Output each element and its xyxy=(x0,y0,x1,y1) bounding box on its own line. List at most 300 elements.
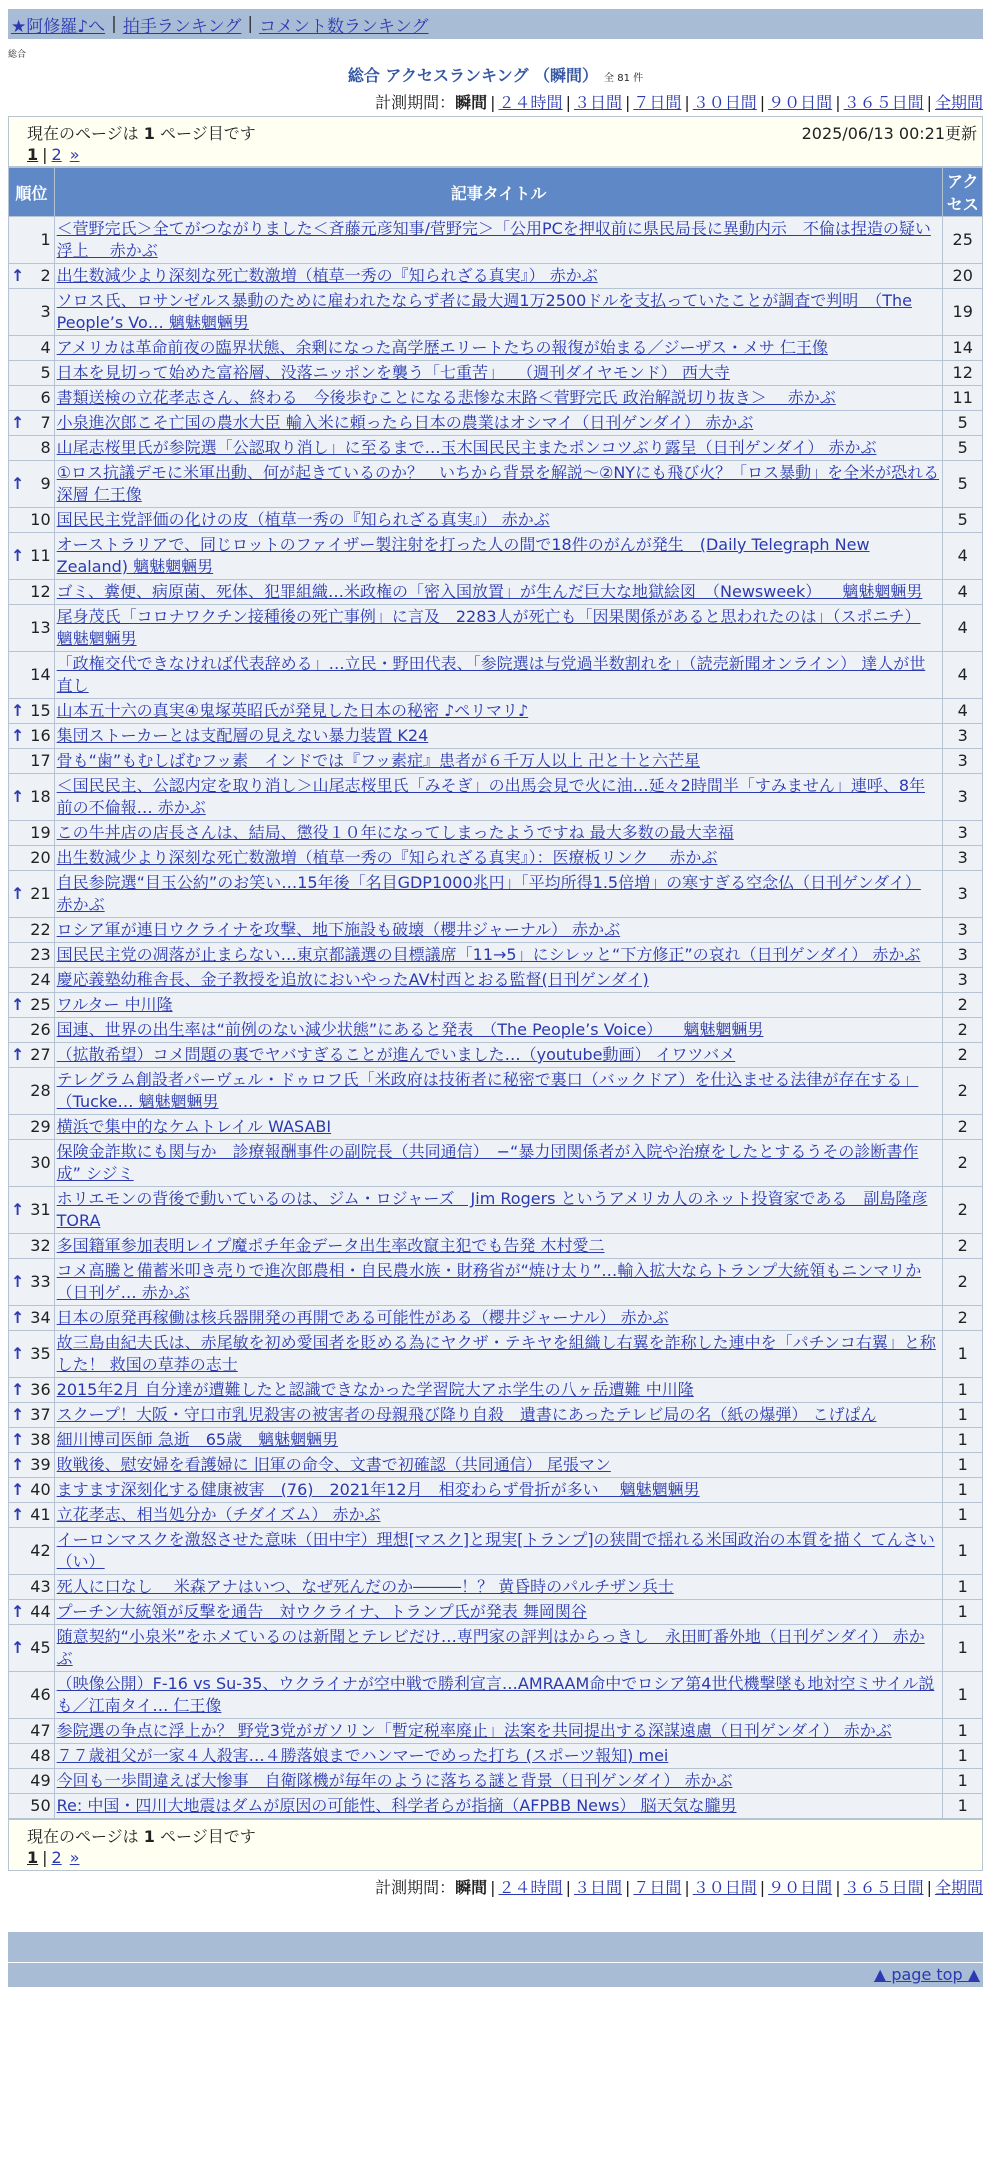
rank-number: 7 xyxy=(40,413,51,432)
rank-number: 11 xyxy=(30,546,51,565)
table-row xyxy=(9,386,982,410)
table-row xyxy=(9,821,982,845)
access-count: 5 xyxy=(943,436,982,460)
access-count: 3 xyxy=(943,943,982,967)
rank-cell xyxy=(9,993,54,1017)
access-count: 2 xyxy=(943,1115,982,1139)
access-count: 5 xyxy=(943,411,982,435)
rank-cell xyxy=(9,1528,54,1574)
access-count: 1 xyxy=(943,1769,982,1793)
access-count: 4 xyxy=(943,652,982,698)
article-link[interactable]: 日本を見切って始めた富裕層、没落ニッポンを襲う「七重苦」 （週刊ダイヤモンド） 西大寺 xyxy=(56,363,730,382)
pager-next[interactable]: » xyxy=(69,145,80,164)
period-link[interactable]: 全期間 xyxy=(934,93,983,112)
rank-number: 9 xyxy=(40,474,51,493)
pager-top xyxy=(27,145,80,164)
article-link[interactable]: 死人に口なし 米森アナはいつ、なぜ死んだのか―――！？ 黄昏時のパルチザン兵士 xyxy=(56,1577,674,1596)
article-link[interactable]: 敗戦後、慰安婦を看護婦に 旧軍の命令、文書で初確認（共同通信） 尾張マン xyxy=(56,1455,611,1474)
comment-ranking-link[interactable]: コメント数ランキング xyxy=(259,16,429,37)
table-row xyxy=(9,605,982,651)
current-page-text: 現在のページは 1 ページ目です xyxy=(27,124,256,143)
article-link[interactable]: ワルター 中川隆 xyxy=(56,995,173,1014)
article-link[interactable]: （拡散希望）コメ問題の裏でヤバすぎることが進んでいました…（youtube動画） イワツバメ xyxy=(56,1045,736,1064)
article-link[interactable]: 2015年2月 自分達が遭難したと認識できなかった学習院大アホ学生の八ヶ岳遭難 中川隆 xyxy=(56,1380,694,1399)
period-link[interactable]: ３日間 xyxy=(573,1878,622,1897)
up-arrow-icon: ↑ xyxy=(11,1405,25,1424)
article-link[interactable]: 国民民主党の凋落が止まらない…東京都議選の目標議席「11→5」にシレッと“下方修正”の哀れ（日刊ゲンダイ） 赤かぶ xyxy=(56,945,921,964)
access-count: 20 xyxy=(943,264,982,288)
title-cell xyxy=(55,1306,943,1330)
up-arrow-icon: ↑ xyxy=(11,266,25,285)
rank-number: 19 xyxy=(30,823,51,842)
rank-cell xyxy=(9,1331,54,1377)
rank-number: 36 xyxy=(30,1380,51,1399)
rank-cell xyxy=(9,1403,54,1427)
pager-page-1[interactable]: 1 xyxy=(27,145,39,164)
access-count: 3 xyxy=(943,774,982,820)
title-cell xyxy=(55,821,943,845)
rank-cell xyxy=(9,871,54,917)
table-row xyxy=(9,1503,982,1527)
period-current: 瞬間 xyxy=(455,93,488,112)
header-access: アクセス xyxy=(943,168,982,216)
table-row xyxy=(9,361,982,385)
period-separator: | xyxy=(759,93,766,112)
title-cell xyxy=(55,1794,943,1818)
access-count: 4 xyxy=(943,605,982,651)
rank-number: 14 xyxy=(30,665,51,684)
page-top-link[interactable]: ▲ page top ▲ xyxy=(873,1965,980,1984)
article-link[interactable]: ①ロス抗議デモに米軍出動、何が起きているのか？ いちから背景を解説〜②NYにも飛び火？「ロス暴動」を全米が恐れる深層 仁王像 xyxy=(56,463,940,504)
article-link[interactable]: コメ高騰と備蓄米叩き売りで進次郎農相・自民農水族・財務省が“焼け太り”…輸入拡大ならトランプ大統領もニンマリか（日刊ゲ… 赤かぶ xyxy=(56,1261,922,1302)
rank-cell xyxy=(9,508,54,532)
title-cell xyxy=(55,361,943,385)
table-row xyxy=(9,1528,982,1574)
article-link[interactable]: 細川博司医師 急逝 65歳 魑魅魍魎男 xyxy=(56,1430,339,1449)
article-link[interactable]: ＜国民民主、公認内定を取り消し＞山尾志桜里氏「みそぎ」の出馬会見で火に油…延々2時間半「すみません」連呼、8年前の不倫報… 赤かぶ xyxy=(56,776,926,817)
up-arrow-icon: ↑ xyxy=(11,1455,25,1474)
rank-cell xyxy=(9,436,54,460)
period-separator: | xyxy=(684,1878,690,1897)
title-cell xyxy=(55,1769,943,1793)
title-cell xyxy=(55,1140,943,1186)
table-row xyxy=(9,1068,982,1114)
rank-number: 10 xyxy=(30,510,51,529)
access-count: 3 xyxy=(943,968,982,992)
title-cell xyxy=(55,1428,943,1452)
page-title: 総合 アクセスランキング （瞬間） xyxy=(347,66,599,85)
access-count: 5 xyxy=(943,508,982,532)
rank-cell xyxy=(9,411,54,435)
article-link[interactable]: 日本の原発再稼働は核兵器開発の再開である可能性がある（櫻井ジャーナル） 赤かぶ xyxy=(56,1308,669,1327)
access-count: 2 xyxy=(943,1259,982,1305)
nav-separator: | xyxy=(247,14,254,34)
title-cell xyxy=(55,1378,943,1402)
table-row xyxy=(9,336,982,360)
table-row xyxy=(9,918,982,942)
title-cell xyxy=(55,774,943,820)
article-link[interactable]: スクープ！大阪・守口市乳児殺害の被害者の母親飛び降り自殺 遺書にあったテレビ局の名（紙の爆弾） こげぱん xyxy=(56,1405,877,1424)
up-arrow-icon: ↑ xyxy=(11,1344,25,1363)
rank-cell xyxy=(9,1068,54,1114)
rank-cell xyxy=(9,1600,54,1624)
access-count: 25 xyxy=(943,217,982,263)
article-link[interactable]: 慶応義塾幼稚舎長、金子教授を追放においやったAV村西とおる監督(日刊ゲンダイ) xyxy=(56,970,649,989)
pager-page-2[interactable]: 2 xyxy=(51,1848,62,1867)
rank-cell xyxy=(9,1187,54,1233)
access-count: 1 xyxy=(943,1744,982,1768)
table-row xyxy=(9,461,982,507)
rank-cell xyxy=(9,1259,54,1305)
ranking-table xyxy=(8,167,983,1819)
table-row xyxy=(9,1672,982,1718)
rank-number: 6 xyxy=(40,388,51,407)
title-cell xyxy=(55,264,943,288)
home-link[interactable]: ★阿修羅♪へ xyxy=(11,16,106,37)
rank-number: 21 xyxy=(30,884,51,903)
table-row xyxy=(9,1018,982,1042)
rank-cell xyxy=(9,264,54,288)
article-link[interactable]: （映像公開）F-16 vs Su-35、ウクライナが空中戦で勝利宣言…AMRAAM命中でロシア第4世代機撃墜も地対空ミサイル説も／江南タイ… 仁王像 xyxy=(56,1674,935,1715)
access-count: 2 xyxy=(943,993,982,1017)
rank-cell xyxy=(9,918,54,942)
article-link[interactable]: ますます深刻化する健康被害 (76) 2021年12月 相変わらず骨折が多い 魑魅魍魎男 xyxy=(56,1480,700,1499)
period-separator: | xyxy=(624,93,631,112)
table-row xyxy=(9,1187,982,1233)
page-top-bar xyxy=(8,1963,983,1987)
table-row xyxy=(9,1600,982,1624)
rank-cell xyxy=(9,652,54,698)
table-row xyxy=(9,533,982,579)
article-link[interactable]: 今回も一歩間違えば大惨事 自衛隊機が毎年のように落ちる謎と背景（日刊ゲンダイ） 赤かぶ xyxy=(56,1771,733,1790)
table-row xyxy=(9,749,982,773)
rank-cell xyxy=(9,217,54,263)
period-link[interactable]: ３６５日間 xyxy=(843,1878,924,1897)
title-cell xyxy=(55,1259,943,1305)
rank-number: 46 xyxy=(30,1685,51,1704)
access-count: 14 xyxy=(943,336,982,360)
pager-separator: | xyxy=(42,1848,48,1867)
rank-number: 39 xyxy=(30,1455,51,1474)
rank-cell xyxy=(9,1043,54,1067)
rank-number: 41 xyxy=(30,1505,51,1524)
table-row xyxy=(9,846,982,870)
table-row xyxy=(9,871,982,917)
period-link[interactable]: ９０日間 xyxy=(768,1878,833,1897)
up-arrow-icon: ↑ xyxy=(11,995,25,1014)
rank-cell xyxy=(9,1478,54,1502)
rank-cell xyxy=(9,968,54,992)
article-link[interactable]: 集団ストーカーとは支配層の見えない暴力装置 K24 xyxy=(56,726,429,745)
rank-cell xyxy=(9,1672,54,1718)
period-separator: | xyxy=(490,93,496,112)
article-link[interactable]: ７７歳祖父が一家４人殺害…４勝落娘までハンマーでめった打ち (スポーツ報知) mei xyxy=(56,1746,669,1765)
access-count: 2 xyxy=(943,1018,982,1042)
title-cell xyxy=(55,1234,943,1258)
access-count: 1 xyxy=(943,1719,982,1743)
rank-cell xyxy=(9,1306,54,1330)
header-rank: 順位 xyxy=(9,168,54,216)
access-count: 2 xyxy=(943,1043,982,1067)
up-arrow-icon: ↑ xyxy=(11,1045,25,1064)
rank-number: 28 xyxy=(30,1081,51,1100)
header-title: 記事タイトル xyxy=(55,168,943,216)
title-cell xyxy=(55,1068,943,1114)
rank-cell xyxy=(9,1794,54,1818)
table-row xyxy=(9,1378,982,1402)
rank-number: 24 xyxy=(30,970,51,989)
pager-bottom xyxy=(27,1848,80,1867)
title-cell xyxy=(55,1528,943,1574)
period-separator: | xyxy=(759,1878,766,1897)
article-link[interactable]: ホリエモンの背後で動いているのは、ジム・ロジャーズ Jim Rogers というアメリカ人のネット投資家である 副島隆彦 TORA xyxy=(56,1189,928,1230)
title-cell xyxy=(55,605,943,651)
access-count: 5 xyxy=(943,461,982,507)
rank-number: 23 xyxy=(30,945,51,964)
period-link[interactable]: ２４時間 xyxy=(498,93,563,112)
rank-number: 33 xyxy=(30,1272,51,1291)
article-link[interactable]: 山本五十六の真実④鬼塚英昭氏が発見した日本の秘密 ♪ペリマリ♪ xyxy=(56,701,529,720)
rank-cell xyxy=(9,361,54,385)
up-arrow-icon: ↑ xyxy=(11,1505,25,1524)
period-link[interactable]: ３６５日間 xyxy=(843,93,924,112)
article-link[interactable]: 故三島由紀夫氏は、赤尾敏を初め愛国者を貶める為にヤクザ・テキヤを組織し右翼を詐称した連中を「パチンコ右翼」と称した！ 救国の草莽の志士 xyxy=(56,1333,936,1374)
rank-cell xyxy=(9,774,54,820)
up-arrow-icon: ↑ xyxy=(11,1200,25,1219)
title-cell xyxy=(55,436,943,460)
article-link[interactable]: 国連、世界の出生率は“前例のない減少状態”にあると発表 （The People’s Voice） 魑魅魍魎男 xyxy=(56,1020,764,1039)
period-link[interactable]: ７日間 xyxy=(633,1878,682,1897)
table-row xyxy=(9,1625,982,1671)
period-label: 計測期間： xyxy=(375,93,456,112)
table-row xyxy=(9,1428,982,1452)
table-row xyxy=(9,1744,982,1768)
up-arrow-icon: ↑ xyxy=(11,474,25,493)
rank-cell xyxy=(9,1018,54,1042)
rank-number: 30 xyxy=(30,1153,51,1172)
access-count: 3 xyxy=(943,749,982,773)
rank-number: 15 xyxy=(30,701,51,720)
article-link[interactable]: 多国籍軍参加表明レイプ魔ポチ年金データ出生率改竄主犯でも告発 木村愛二 xyxy=(56,1236,605,1255)
rank-number: 25 xyxy=(30,995,51,1014)
rank-number: 22 xyxy=(30,920,51,939)
article-link[interactable]: 出生数減少より深刻な死亡数激増（植草一秀の『知られざる真実』） 赤かぶ xyxy=(56,266,598,285)
table-row xyxy=(9,1794,982,1818)
table-row xyxy=(9,699,982,723)
rank-cell xyxy=(9,1575,54,1599)
rank-number: 47 xyxy=(30,1721,51,1740)
rank-number: 16 xyxy=(30,726,51,745)
table-row xyxy=(9,1043,982,1067)
clap-ranking-link[interactable]: 拍手ランキング xyxy=(122,16,242,37)
rank-cell xyxy=(9,699,54,723)
rank-number: 40 xyxy=(30,1480,51,1499)
rank-number: 3 xyxy=(40,302,51,321)
title-cell xyxy=(55,1744,943,1768)
title-cell xyxy=(55,724,943,748)
rank-number: 31 xyxy=(30,1200,51,1219)
access-count: 3 xyxy=(943,724,982,748)
article-link[interactable]: 随意契約“小泉米”をホメているのは新聞とテレビだけ…専門家の評判はからっきし 永田町番外地（日刊ゲンダイ） 赤かぶ xyxy=(56,1627,925,1668)
rank-number: 4 xyxy=(40,338,51,357)
title-cell xyxy=(55,386,943,410)
pager-page-1[interactable]: 1 xyxy=(27,1848,39,1867)
rank-number: 20 xyxy=(30,848,51,867)
rank-cell xyxy=(9,846,54,870)
period-link[interactable]: ９０日間 xyxy=(768,93,833,112)
article-link[interactable]: 書類送検の立花孝志さん、終わる 今後歩むことになる悲惨な末路＜菅野完氏 政治解説切り抜き＞ 赤かぶ xyxy=(56,388,836,407)
access-count: 4 xyxy=(943,580,982,604)
up-arrow-icon: ↑ xyxy=(11,884,25,903)
article-link[interactable]: 小泉進次郎こそ亡国の農水大臣 輸入米に頼ったら日本の農業はオシマイ（日刊ゲンダイ） 赤かぶ xyxy=(56,413,754,432)
article-link[interactable]: 自民参院選“目玉公約”のお笑い…15年後「名目GDP1000兆円」「平均所得1.5倍増」の寒すぎる空念仏（日刊ゲンダイ） 赤かぶ xyxy=(56,873,921,914)
title-cell xyxy=(55,918,943,942)
title-cell xyxy=(55,533,943,579)
article-link[interactable]: ロシア軍が連日ウクライナを攻撃、地下施設も破壊（櫻井ジャーナル） 赤かぶ xyxy=(56,920,621,939)
article-link[interactable]: 「政権交代できなければ代表辞める」…立民・野田代表、「参院選は与党過半数割れを」（読売新聞オンライン） 達人が世直し xyxy=(56,654,926,695)
current-page-text-bottom: 現在のページは 1 ページ目です xyxy=(27,1827,256,1846)
table-row xyxy=(9,1234,982,1258)
period-selector-top xyxy=(8,90,983,113)
rank-number: 12 xyxy=(30,582,51,601)
table-row xyxy=(9,1306,982,1330)
up-arrow-icon: ↑ xyxy=(11,1380,25,1399)
table-row xyxy=(9,968,982,992)
title-cell xyxy=(55,1600,943,1624)
up-arrow-icon: ↑ xyxy=(11,1638,25,1657)
article-link[interactable]: テレグラム創設者パーヴェル・ドゥロフ氏「米政府は技術者に秘密で裏口（バックドア）を仕込ませる法律が存在する」（Tucke… 魑魅魍魎男 xyxy=(56,1070,919,1111)
access-count: 2 xyxy=(943,1234,982,1258)
period-link[interactable]: 全期間 xyxy=(934,1878,983,1897)
rank-cell xyxy=(9,1234,54,1258)
period-separator: | xyxy=(490,1878,496,1897)
article-link[interactable]: ＜菅野完氏＞全てがつながりました＜斉藤元彦知事/菅野完＞「公用PCを押収前に県民局長に異動内示 不倫は捏造の疑い浮上 赤かぶ xyxy=(56,219,931,260)
title-cell xyxy=(55,1043,943,1067)
article-link[interactable]: 骨も“歯”もむしばむフッ素 インドでは『フッ素症』患者が６千万人以上 卍と十と六芒星 xyxy=(56,751,701,770)
article-link[interactable]: 山尾志桜里氏が参院選「公認取り消し」に至るまで…玉木国民民主またポンコツぶり露呈（日刊ゲンダイ） 赤かぶ xyxy=(56,438,877,457)
rank-number: 27 xyxy=(30,1045,51,1064)
title-cell xyxy=(55,1503,943,1527)
title-cell xyxy=(55,336,943,360)
article-link[interactable]: 参院選の争点に浮上か？ 野党3党がガソリン「暫定税率廃止」法案を共同提出する深謀遠慮（日刊ゲンダイ） 赤かぶ xyxy=(56,1721,892,1740)
rank-number: 35 xyxy=(30,1344,51,1363)
rank-number: 45 xyxy=(30,1638,51,1657)
article-link[interactable]: プーチン大統領が反撃を通告 対ウクライナ、トランプ氏が発表 舞岡関谷 xyxy=(56,1602,587,1621)
article-link[interactable]: 出生数減少より深刻な死亡数激増（植草一秀の『知られざる真実』）：医療板リンク 赤かぶ xyxy=(56,848,718,867)
total-count: 全 81 件 xyxy=(604,73,644,84)
rank-number: 43 xyxy=(30,1577,51,1596)
access-count: 1 xyxy=(943,1403,982,1427)
rank-cell xyxy=(9,1503,54,1527)
access-count: 4 xyxy=(943,533,982,579)
table-row xyxy=(9,1259,982,1305)
article-link[interactable]: アメリカは革命前夜の臨界状態、余剰になった高学歴エリートたちの報復が始まる／ジーザス・メサ 仁王像 xyxy=(56,338,828,357)
access-count: 12 xyxy=(943,361,982,385)
table-row xyxy=(9,652,982,698)
table-row xyxy=(9,724,982,748)
table-header-row xyxy=(9,168,982,216)
table-row xyxy=(9,1115,982,1139)
access-count: 1 xyxy=(943,1672,982,1718)
table-row xyxy=(9,217,982,263)
period-link[interactable]: ３０日間 xyxy=(692,93,757,112)
period-label: 計測期間： xyxy=(375,1878,456,1897)
period-link[interactable]: ２４時間 xyxy=(498,1878,563,1897)
article-link[interactable]: ソロス氏、ロサンゼルス暴動のために雇われたならず者に最大週1万2500ドルを支払っていたことが調査で判明 （The People’s Vo… 魑魅魍魎男 xyxy=(56,291,913,332)
rank-number: 8 xyxy=(40,438,51,457)
access-count: 3 xyxy=(943,918,982,942)
table-row xyxy=(9,1575,982,1599)
table-row xyxy=(9,774,982,820)
table-row xyxy=(9,993,982,1017)
article-link[interactable]: 保険金詐欺にも関与か 診療報酬事件の副院長（共同通信） −“暴力団関係者が入院や治療をしたとするうその診断書作成” シジミ xyxy=(56,1142,919,1183)
period-separator: | xyxy=(926,93,932,112)
rank-number: 1 xyxy=(40,230,51,249)
period-selector-bottom xyxy=(8,1875,983,1898)
title-cell xyxy=(55,871,943,917)
article-link[interactable]: 立花孝志、相当処分か（チダイズム） 赤かぶ xyxy=(56,1505,381,1524)
access-count: 1 xyxy=(943,1625,982,1671)
rank-number: 29 xyxy=(30,1117,51,1136)
up-arrow-icon: ↑ xyxy=(11,787,25,806)
access-count: 19 xyxy=(943,289,982,335)
article-link[interactable]: 尾身茂氏「コロナワクチン接種後の死亡事例」に言及 2283人が死亡も「因果関係があると思われたのは」（スポニチ） 魑魅魍魎男 xyxy=(56,607,921,648)
page xyxy=(8,9,983,1987)
pager-next[interactable]: » xyxy=(69,1848,80,1867)
period-link[interactable]: ３日間 xyxy=(573,93,622,112)
up-arrow-icon: ↑ xyxy=(11,1430,25,1449)
up-arrow-icon: ↑ xyxy=(11,1602,25,1621)
article-link[interactable]: ゴミ、糞便、病原菌、死体、犯罪組織…米政権の「密入国放置」が生んだ巨大な地獄絵図 （Newsweek） 魑魅魍魎男 xyxy=(56,582,923,601)
up-arrow-icon: ↑ xyxy=(11,1480,25,1499)
article-link[interactable]: この牛丼店の店長さんは、結局、懲役１０年になってしまったようですね 最大多数の最大幸福 xyxy=(56,823,734,842)
rank-number: 49 xyxy=(30,1771,51,1790)
period-link[interactable]: ７日間 xyxy=(633,93,682,112)
up-arrow-icon: ↑ xyxy=(11,413,25,432)
access-count: 1 xyxy=(943,1378,982,1402)
access-count: 2 xyxy=(943,1187,982,1233)
article-link[interactable]: Re: 中国・四川大地震はダムが原因の可能性、科学者らが指摘（AFPBB News） 脳天気な朧男 xyxy=(56,1796,737,1815)
rank-cell xyxy=(9,1625,54,1671)
rank-cell xyxy=(9,580,54,604)
article-link[interactable]: イーロンマスクを激怒させた意味（田中宇）理想[マスク]と現実[トランプ]の狭間で揺れる米国政治の本質を描く てんさい（い） xyxy=(56,1530,935,1571)
access-count: 1 xyxy=(943,1794,982,1818)
article-link[interactable]: オーストラリアで、同じロットのファイザー製注射を打った人の間で18件のがんが発生 (Daily Telegraph New Zealand) 魑魅魍魎男 xyxy=(56,535,870,576)
up-arrow-icon: ↑ xyxy=(11,546,25,565)
article-link[interactable]: 国民民主党評価の化けの皮（植草一秀の『知られざる真実』） 赤かぶ xyxy=(56,510,550,529)
title-cell xyxy=(55,1331,943,1377)
up-arrow-icon: ↑ xyxy=(11,701,25,720)
title-cell xyxy=(55,1403,943,1427)
title-cell xyxy=(55,217,943,263)
rank-cell xyxy=(9,289,54,335)
top-nav-bar xyxy=(8,9,983,39)
title-cell xyxy=(55,1453,943,1477)
rank-cell xyxy=(9,1719,54,1743)
article-link[interactable]: 横浜で集中的なケムトレイル WASABI xyxy=(56,1117,332,1136)
access-count: 3 xyxy=(943,846,982,870)
period-link[interactable]: ３０日間 xyxy=(692,1878,757,1897)
title-cell xyxy=(55,1575,943,1599)
pager-page-2[interactable]: 2 xyxy=(51,145,62,164)
rank-number: 50 xyxy=(30,1796,51,1815)
period-separator: | xyxy=(835,1878,841,1897)
table-row xyxy=(9,1453,982,1477)
period-separator: | xyxy=(684,93,690,112)
table-row xyxy=(9,1331,982,1377)
table-row xyxy=(9,1719,982,1743)
rank-cell xyxy=(9,1744,54,1768)
